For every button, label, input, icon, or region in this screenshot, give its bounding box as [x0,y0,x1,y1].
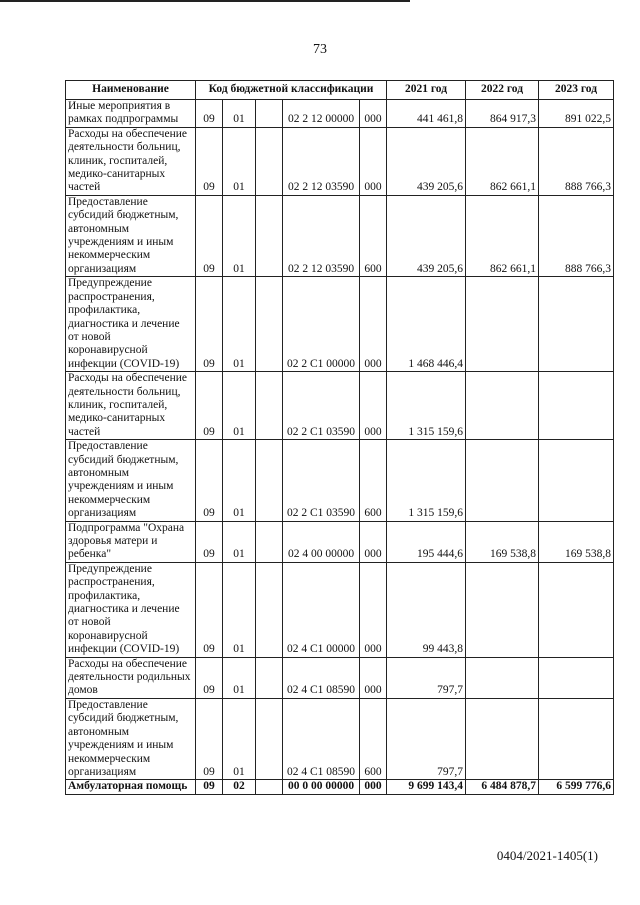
table-row [66,521,614,562]
row-value-2022 [466,657,539,698]
row-code-subsection: 01 [223,521,256,562]
row-name: Амбулаторная помощь [66,780,196,794]
row-code-empty [256,372,283,440]
row-value-2023 [539,440,614,521]
row-code-type: 000 [360,100,387,128]
row-value-2021: 99 443,8 [387,562,466,657]
document-number: 0404/2021-1405(1) [496,848,598,863]
row-code-section: 09 [196,195,223,276]
row-code-target: 02 4 C1 08590 [283,698,360,779]
row-value-2023 [539,372,614,440]
row-code-subsection: 01 [223,100,256,128]
row-name: Расходы на обеспечение деятельности больниц, клиник, госпиталей, медико-санитарных частей [66,127,196,195]
row-value-2021: 1 315 159,6 [387,440,466,521]
row-name: Иные мероприятия в рамках подпрограммы [66,100,196,128]
table-row [66,562,614,657]
header-2021: 2021 год [387,81,466,100]
row-code-target: 02 2 12 00000 [283,100,360,128]
row-value-2023: 888 766,3 [539,195,614,276]
row-code-subsection: 01 [223,562,256,657]
row-name: Предоставление субсидий бюджетным, автономным учреждениям и иным некоммерческим организациям [66,195,196,276]
row-code-target: 02 2 C1 03590 [283,440,360,521]
row-value-2021: 797,7 [387,657,466,698]
row-code-target: 02 2 12 03590 [283,195,360,276]
row-code-target: 00 0 00 00000 [283,780,360,794]
row-code-type: 000 [360,127,387,195]
row-value-2023: 169 538,8 [539,521,614,562]
row-value-2023 [539,698,614,779]
row-value-2021: 195 444,6 [387,521,466,562]
header-2023: 2023 год [539,81,614,100]
row-code-target: 02 2 C1 00000 [283,277,360,372]
table-row [66,372,614,440]
row-code-type: 600 [360,440,387,521]
row-code-section: 09 [196,657,223,698]
row-name: Предупреждение распространения, профилактика, диагностика и лечение от новой коронавирусной инфекции (COVID-19) [66,277,196,372]
row-code-type: 600 [360,698,387,779]
table-row [66,657,614,698]
row-code-empty [256,780,283,794]
row-value-2022 [466,698,539,779]
row-value-2021: 441 461,8 [387,100,466,128]
header-2022: 2022 год [466,81,539,100]
row-code-section: 09 [196,100,223,128]
budget-table [65,80,614,795]
row-code-empty [256,195,283,276]
row-value-2023 [539,562,614,657]
row-code-section: 09 [196,780,223,794]
row-code-type: 000 [360,372,387,440]
table-header-row [66,81,614,100]
row-value-2021: 439 205,6 [387,195,466,276]
header-name: Наименование [66,81,196,100]
row-code-section: 09 [196,372,223,440]
row-value-2022: 862 661,1 [466,195,539,276]
row-code-target: 02 2 12 03590 [283,127,360,195]
row-code-type: 000 [360,562,387,657]
table-row [66,780,614,794]
table-row [66,127,614,195]
top-rule [0,0,410,2]
row-value-2022 [466,372,539,440]
row-value-2022 [466,277,539,372]
row-value-2021: 797,7 [387,698,466,779]
row-name: Предупреждение распространения, профилактика, диагностика и лечение от новой коронавирусной инфекции (COVID-19) [66,562,196,657]
row-value-2022 [466,440,539,521]
row-code-type: 000 [360,780,387,794]
row-value-2023: 891 022,5 [539,100,614,128]
header-code: Код бюджетной классификации [196,81,387,100]
row-code-section: 09 [196,562,223,657]
row-code-target: 02 4 C1 08590 [283,657,360,698]
row-code-section: 09 [196,698,223,779]
row-value-2021: 439 205,6 [387,127,466,195]
row-code-empty [256,277,283,372]
row-code-section: 09 [196,521,223,562]
row-code-subsection: 01 [223,195,256,276]
row-code-type: 600 [360,195,387,276]
row-value-2022: 169 538,8 [466,521,539,562]
row-value-2022: 864 917,3 [466,100,539,128]
row-code-empty [256,440,283,521]
row-code-empty [256,698,283,779]
row-value-2022 [466,562,539,657]
row-code-subsection: 01 [223,657,256,698]
row-code-empty [256,521,283,562]
row-code-type: 000 [360,277,387,372]
row-code-subsection: 02 [223,780,256,794]
row-name: Подпрограмма "Охрана здоровья матери и ребенка" [66,521,196,562]
row-code-empty [256,127,283,195]
row-code-section: 09 [196,440,223,521]
table-row [66,277,614,372]
row-value-2023: 6 599 776,6 [539,780,614,794]
row-value-2021: 1 315 159,6 [387,372,466,440]
row-code-subsection: 01 [223,440,256,521]
row-code-subsection: 01 [223,127,256,195]
page-number: 73 [313,42,327,57]
row-name: Расходы на обеспечение деятельности больниц, клиник, госпиталей, медико-санитарных частей [66,372,196,440]
row-code-section: 09 [196,277,223,372]
row-value-2022: 862 661,1 [466,127,539,195]
row-code-section: 09 [196,127,223,195]
row-code-empty [256,100,283,128]
row-value-2023 [539,277,614,372]
row-value-2021: 1 468 446,4 [387,277,466,372]
row-name: Расходы на обеспечение деятельности родильных домов [66,657,196,698]
row-name: Предоставление субсидий бюджетным, автономным учреждениям и иным некоммерческим организациям [66,440,196,521]
row-name: Предоставление субсидий бюджетным, автономным учреждениям и иным некоммерческим организациям [66,698,196,779]
table-row [66,698,614,779]
row-value-2023: 888 766,3 [539,127,614,195]
row-code-subsection: 01 [223,698,256,779]
row-value-2021: 9 699 143,4 [387,780,466,794]
row-code-type: 000 [360,657,387,698]
row-code-subsection: 01 [223,277,256,372]
row-code-empty [256,657,283,698]
table-row [66,440,614,521]
row-code-target: 02 4 00 00000 [283,521,360,562]
row-value-2023 [539,657,614,698]
row-code-empty [256,562,283,657]
row-code-subsection: 01 [223,372,256,440]
row-code-target: 02 2 C1 03590 [283,372,360,440]
table-row [66,100,614,128]
row-code-type: 000 [360,521,387,562]
row-value-2022: 6 484 878,7 [466,780,539,794]
table-row [66,195,614,276]
row-code-target: 02 4 C1 00000 [283,562,360,657]
